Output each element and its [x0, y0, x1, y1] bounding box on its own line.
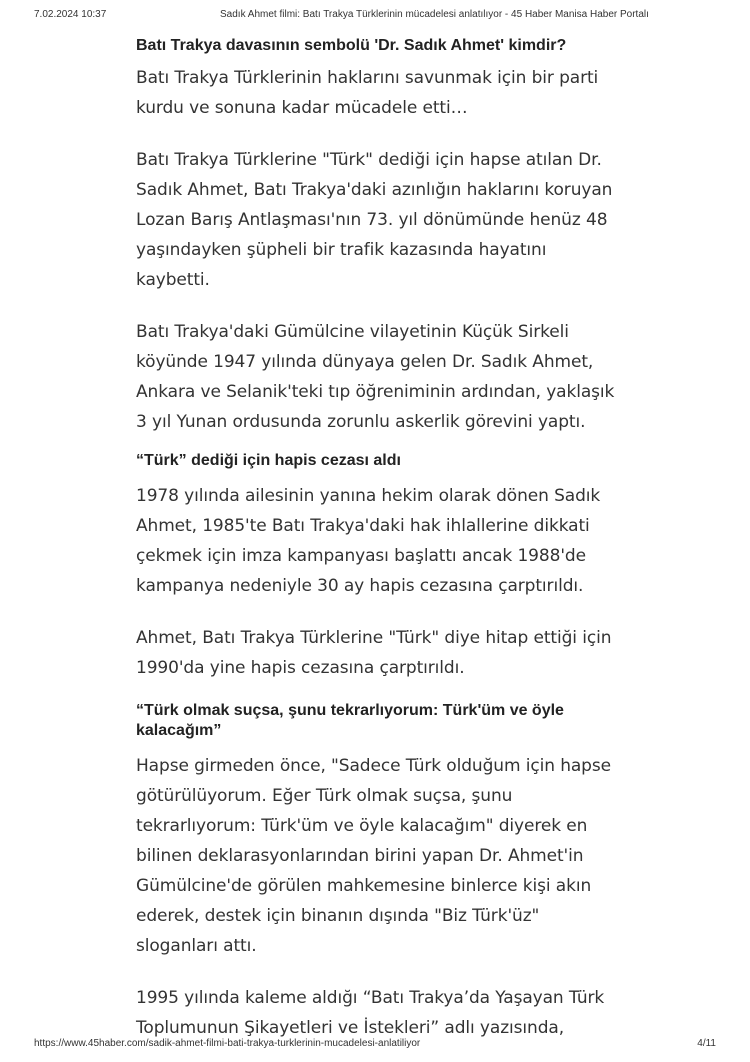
article-body [136, 32, 620, 1043]
paragraph: Batı Trakya'daki Gümülcine vilayetinin Küçük Sirkeli köyünde 1947 yılında dünyaya gelen Dr. Sadık Ahmet, Ankara ve Selanik'teki tıp öğreniminin ardından, yaklaşık 3 yıl Yunan ordusunda zorunlu askerlik görevini yaptı. [136, 322, 615, 432]
print-footer [34, 1038, 716, 1052]
print-header [34, 9, 716, 23]
print-page-number: 4/11 [697, 1038, 716, 1049]
section-heading-prison-sentence: “Türk” dediği için hapis cezası aldı [136, 452, 401, 469]
print-url: https://www.45haber.com/sadik-ahmet-filmi-bati-trakya-turklerinin-mucadelesi-anlatiliyor [34, 1038, 421, 1049]
paragraph: 1978 yılında ailesinin yanına hekim olarak dönen Sadık Ahmet, 1985'te Batı Trakya'daki hak ihlallerine dikkati çekmek için imza kampanyası başlattı ancak 1988'de kampanya nedeniyle 30 ay hapis cezasına çarptırıldı. [136, 486, 601, 596]
paragraph: Batı Trakya Türklerine "Türk" dediği için hapse atılan Dr. Sadık Ahmet, Batı Trakya'daki azınlığın haklarını koruyan Lozan Barış Antlaşması'nın 73. yıl dönümünde henüz 48 yaşındayken şüpheli bir trafik kazasında hayatını kaybetti. [136, 150, 613, 290]
section-heading-who-is: Batı Trakya davasının sembolü 'Dr. Sadık Ahmet' kimdir? [136, 37, 567, 54]
paragraph: Batı Trakya Türklerinin haklarını savunmak için bir parti kurdu ve sonuna kadar mücadele etti… [136, 68, 599, 118]
section-heading-quote: “Türk olmak suçsa, şunu tekrarlıyorum: Türk'üm ve öyle kalacağım” [136, 702, 564, 739]
print-datetime: 7.02.2024 10:37 [34, 9, 107, 20]
print-page-title: Sadık Ahmet filmi: Batı Trakya Türklerinin mücadelesi anlatılıyor - 45 Haber Manisa Haber Portalı [220, 9, 649, 20]
paragraph: Hapse girmeden önce, "Sadece Türk olduğum için hapse götürülüyorum. Eğer Türk olmak suçsa, şunu tekrarlıyorum: Türk'üm ve öyle kalacağım" diyerek en bilinen deklarasyonlarından birini yapan Dr. Ahmet'in Gümülcine'de görülen mahkemesine binlerce kişi akın ederek, destek için binanın dışında "Biz Türk'üz" sloganları attı. [136, 756, 611, 956]
paragraph: 1995 yılında kaleme aldığı “Batı Trakya’da Yaşayan Türk Toplumunun Şikayetleri ve İstekleri” adlı yazısında, [136, 988, 605, 1038]
paragraph: Ahmet, Batı Trakya Türklerine "Türk" diye hitap ettiği için 1990'da yine hapis cezasına çarptırıldı. [136, 628, 612, 678]
